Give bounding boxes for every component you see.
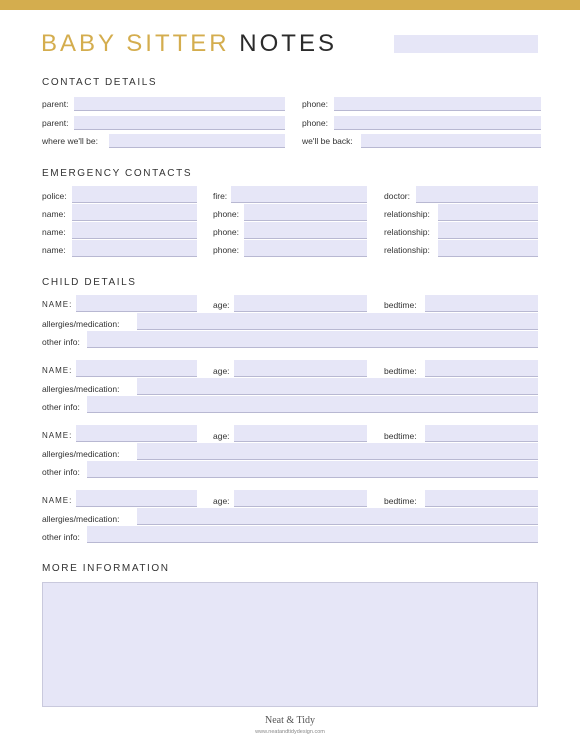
- child-1-allergies-field[interactable]: [137, 313, 538, 330]
- page-title-part2: NOTES: [239, 30, 337, 57]
- age-label: age:: [213, 431, 230, 441]
- name-label: name:: [42, 245, 66, 255]
- child-2-allergies-field[interactable]: [137, 378, 538, 395]
- age-label: age:: [213, 366, 230, 376]
- child-4-age-field[interactable]: [234, 490, 367, 507]
- bedtime-label: bedtime:: [384, 431, 417, 441]
- child-1-other-field[interactable]: [87, 331, 538, 348]
- child-name-label: NAME:: [42, 300, 73, 309]
- police-field[interactable]: [72, 186, 197, 203]
- child-1-bedtime-field[interactable]: [425, 295, 538, 312]
- allergies-label: allergies/medication:: [42, 449, 120, 459]
- contact-details-heading: CONTACT DETAILS: [42, 77, 158, 88]
- emergency-phone-2-field[interactable]: [244, 222, 367, 239]
- emergency-name-1-field[interactable]: [72, 204, 197, 221]
- bedtime-label: bedtime:: [384, 300, 417, 310]
- emergency-relationship-1-field[interactable]: [438, 204, 538, 221]
- other-info-label: other info:: [42, 402, 80, 412]
- page-title: [41, 30, 337, 58]
- relationship-label: relationship:: [384, 245, 430, 255]
- phone-label: phone:: [213, 209, 239, 219]
- emergency-phone-3-field[interactable]: [244, 240, 367, 257]
- emergency-contacts-heading: EMERGENCY CONTACTS: [42, 168, 193, 179]
- where-label: where we'll be:: [42, 136, 98, 146]
- name-label: name:: [42, 227, 66, 237]
- relationship-label: relationship:: [384, 209, 430, 219]
- child-4-allergies-field[interactable]: [137, 508, 538, 525]
- child-2-other-field[interactable]: [87, 396, 538, 413]
- page-title-part1: BABY SITTER: [41, 30, 230, 57]
- other-info-label: other info:: [42, 467, 80, 477]
- child-3-bedtime-field[interactable]: [425, 425, 538, 442]
- back-time-field[interactable]: [361, 134, 541, 148]
- child-3-name-field[interactable]: [76, 425, 197, 442]
- allergies-label: allergies/medication:: [42, 384, 120, 394]
- brand-url: www.neatandtidydesign.com: [255, 729, 325, 735]
- other-info-label: other info:: [42, 337, 80, 347]
- child-1-name-field[interactable]: [76, 295, 197, 312]
- emergency-phone-1-field[interactable]: [244, 204, 367, 221]
- bedtime-label: bedtime:: [384, 496, 417, 506]
- allergies-label: allergies/medication:: [42, 514, 120, 524]
- parent-2-phone-field[interactable]: [334, 116, 541, 130]
- child-4-other-field[interactable]: [87, 526, 538, 543]
- phone-label: phone:: [302, 118, 328, 128]
- age-label: age:: [213, 300, 230, 310]
- bedtime-label: bedtime:: [384, 366, 417, 376]
- parent-2-field[interactable]: [74, 116, 285, 130]
- phone-label: phone:: [213, 245, 239, 255]
- child-name-label: NAME:: [42, 431, 73, 440]
- phone-label: phone:: [213, 227, 239, 237]
- emergency-relationship-2-field[interactable]: [438, 222, 538, 239]
- emergency-relationship-3-field[interactable]: [438, 240, 538, 257]
- more-information-heading: MORE INFORMATION: [42, 563, 170, 574]
- child-3-allergies-field[interactable]: [137, 443, 538, 460]
- phone-label: phone:: [302, 99, 328, 109]
- parent-label: parent:: [42, 99, 69, 109]
- police-label: police:: [42, 191, 67, 201]
- allergies-label: allergies/medication:: [42, 319, 120, 329]
- child-2-bedtime-field[interactable]: [425, 360, 538, 377]
- doctor-label: doctor:: [384, 191, 410, 201]
- parent-label: parent:: [42, 118, 69, 128]
- other-info-label: other info:: [42, 532, 80, 542]
- date-field[interactable]: [394, 35, 538, 53]
- fire-field[interactable]: [231, 186, 367, 203]
- child-name-label: NAME:: [42, 366, 73, 375]
- child-2-age-field[interactable]: [234, 360, 367, 377]
- relationship-label: relationship:: [384, 227, 430, 237]
- parent-1-phone-field[interactable]: [334, 97, 541, 111]
- name-label: name:: [42, 209, 66, 219]
- more-information-textarea[interactable]: [42, 582, 538, 707]
- child-1-age-field[interactable]: [234, 295, 367, 312]
- emergency-name-3-field[interactable]: [72, 240, 197, 257]
- parent-1-field[interactable]: [74, 97, 285, 111]
- child-3-other-field[interactable]: [87, 461, 538, 478]
- fire-label: fire:: [213, 191, 228, 201]
- age-label: age:: [213, 496, 230, 506]
- where-field[interactable]: [109, 134, 285, 148]
- brand-logo-text: Neat & Tidy: [264, 715, 315, 726]
- top-accent-bar: [0, 0, 580, 10]
- back-label: we'll be back:: [302, 136, 353, 146]
- child-name-label: NAME:: [42, 496, 73, 505]
- doctor-field[interactable]: [416, 186, 538, 203]
- child-details-heading: CHILD DETAILS: [42, 277, 137, 288]
- child-3-age-field[interactable]: [234, 425, 367, 442]
- emergency-name-2-field[interactable]: [72, 222, 197, 239]
- child-4-name-field[interactable]: [76, 490, 197, 507]
- child-4-bedtime-field[interactable]: [425, 490, 538, 507]
- child-2-name-field[interactable]: [76, 360, 197, 377]
